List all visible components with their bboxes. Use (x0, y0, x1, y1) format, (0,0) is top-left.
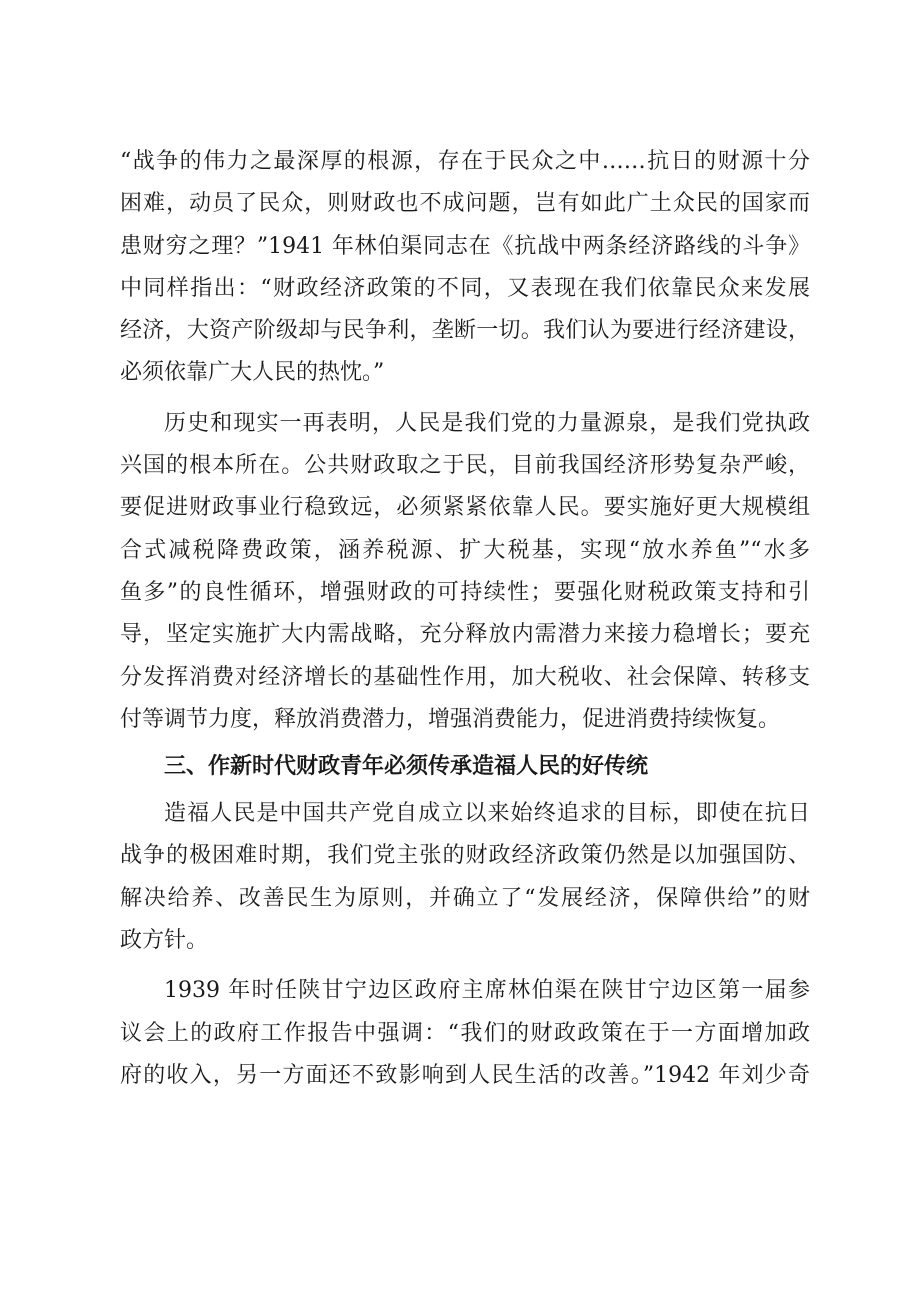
text-line: 鱼多”的良性循环，增强财政的可持续性；要强化财税政策支持和引 (120, 579, 810, 605)
text-line: 府的收入，另一方面还不致影响到人民生活的改善。”1942 年刘少奇 (120, 1062, 810, 1088)
document-body (120, 141, 810, 1097)
text-line: 困难，动员了民众，则财政也不成问题，岂有如此广土众民的国家而 (120, 191, 810, 217)
text-line: 造福人民是中国共产党自成立以来始终追求的目标，即使在抗日 (164, 801, 810, 827)
paragraph-1939-report (120, 970, 810, 1097)
paragraph-quote-continuation (120, 141, 810, 395)
text-line: 兴国的根本所在。公共财政取之于民，目前我国经济形势复杂严峻， (120, 453, 810, 479)
text-line: 要促进财政事业行稳致远，必须紧紧依靠人民。要实施好更大规模组 (120, 495, 810, 521)
paragraph-people-source (120, 403, 810, 741)
text-line: 必须依靠广大人民的热忱。” (120, 360, 385, 386)
text-line: 议会上的政府工作报告中强调：“我们的财政政策在于一方面增加政 (120, 1020, 810, 1046)
text-line: 历史和现实一再表明，人民是我们党的力量源泉，是我们党执政 (164, 410, 810, 436)
text-line: 1939 年时任陕甘宁边区政府主席林伯渠在陕甘宁边区第一届参 (164, 978, 810, 1004)
text-line: 政方针。 (120, 928, 209, 954)
section-heading: 三、作新时代财政青年必须传承造福人民的好传统 (164, 754, 649, 780)
text-line: 经济，大资产阶级却与民争利，垄断一切。我们认为要进行经济建设， (120, 318, 810, 344)
text-line: 中同样指出：“财政经济政策的不同，又表现在我们依靠民众来发展 (120, 275, 810, 301)
text-line: 付等调节力度，释放消费潜力，增强消费能力，促进消费持续恢复。 (120, 706, 781, 732)
paragraph-serve-people (120, 793, 810, 962)
text-line: 患财穷之理？”1941 年林伯渠同志在《抗战中两条经济路线的斗争》 (120, 233, 810, 259)
text-line: 导，坚定实施扩大内需战略，充分释放内需潜力来接力稳增长；要充 (120, 622, 810, 648)
text-line: 解决给养、改善民生为原则，并确立了“发展经济，保障供给”的财 (120, 885, 810, 911)
text-line: 合式减税降费政策，涵养税源、扩大税基，实现“放水养鱼”“水多 (120, 537, 810, 563)
text-line: 战争的极困难时期，我们党主张的财政经济政策仍然是以加强国防、 (120, 843, 810, 869)
text-line: “战争的伟力之最深厚的根源，存在于民众之中……抗日的财源十分 (120, 149, 810, 174)
text-line: 分发挥消费对经济增长的基础性作用，加大税收、社会保障、转移支 (120, 664, 810, 690)
